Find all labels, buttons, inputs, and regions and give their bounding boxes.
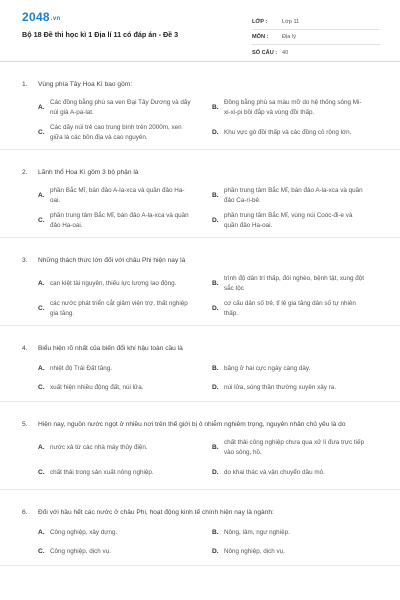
- question-block: [0, 72, 400, 150]
- answer-option-a[interactable]: [38, 271, 204, 296]
- option-text: Các đồng bằng phù sa ven Đại Tây Dương và dãy núi già A-pa-lat.: [50, 99, 191, 116]
- page-header: [0, 0, 400, 62]
- answer-options: [22, 430, 378, 489]
- answer-options: [22, 178, 378, 237]
- option-text: băng ở hai cực ngày càng dày.: [224, 364, 311, 372]
- answer-option-c[interactable]: [38, 378, 204, 397]
- option-letter: B.: [212, 103, 219, 111]
- option-letter: A.: [38, 528, 45, 536]
- option-text: cạn kiệt tài nguyên, thiếu lực lượng lao động.: [50, 279, 177, 287]
- option-letter: B.: [212, 279, 219, 287]
- info-value: Địa lý: [282, 34, 296, 40]
- question-block: [0, 412, 400, 490]
- option-text: Khu vực gò đồi thấp và các đồng cỏ rộng lớn.: [224, 128, 352, 136]
- answer-option-a[interactable]: [38, 435, 204, 460]
- option-text: Các dãy núi trẻ cao trung bình trên 2000m, xen giữa là các bồn địa và cao nguyên.: [50, 124, 182, 141]
- answer-option-b[interactable]: [212, 523, 378, 542]
- question-number: 5.: [22, 421, 28, 428]
- option-text: phần trung tâm Bắc Mĩ, bán đảo A-la-xca và quần đảo Ca-ri-bê.: [224, 187, 363, 204]
- question-block: [0, 500, 400, 566]
- question-text: Biểu hiện rõ nhất của biến đổi khí hậu toàn cầu là: [38, 345, 183, 352]
- option-letter: D.: [212, 304, 219, 312]
- answer-option-d[interactable]: [212, 542, 378, 561]
- option-text: nhiệt độ Trái Đất tăng.: [50, 364, 112, 372]
- answer-option-b[interactable]: [212, 435, 378, 460]
- question-block: [0, 336, 400, 402]
- question-number: 3.: [22, 257, 28, 264]
- answer-option-d[interactable]: [212, 296, 378, 321]
- answer-options: [22, 90, 378, 149]
- answer-option-a[interactable]: [38, 523, 204, 542]
- option-letter: C.: [38, 128, 45, 136]
- info-row-subject: [252, 30, 380, 45]
- answer-options: [22, 518, 378, 565]
- option-letter: A.: [38, 443, 45, 451]
- question-text: Vùng phía Tây Hoa Kì bao gồm:: [38, 81, 133, 88]
- question-header: [22, 500, 378, 518]
- logo-text: 2048: [22, 10, 50, 24]
- answer-option-d[interactable]: [212, 208, 378, 233]
- option-text: các nước phát triển cắt giảm viện trợ, thất nghiệp gia tăng.: [50, 300, 188, 317]
- question-block: [0, 160, 400, 238]
- option-text: Đồng bằng phù sa màu mỡ do hệ thống sông Mi-xi-xi-pi bồi đắp và vùng đồi thấp.: [224, 99, 362, 116]
- question-text: Đối với hầu hết các nước ở châu Phi, hoạt động kinh tế chính hiện nay là ngành:: [38, 509, 274, 516]
- answer-option-c[interactable]: [38, 460, 204, 485]
- option-text: phần Bắc Mĩ, bán đảo A-la-xca và quần đảo Ha-oai.: [50, 187, 185, 204]
- option-text: phần trung tâm Bắc Mĩ, bán đảo A-la-xca và quần đảo Ha-oai.: [50, 212, 189, 229]
- answer-option-a[interactable]: [38, 359, 204, 378]
- question-header: [22, 412, 378, 430]
- info-key: LỚP :: [252, 19, 268, 25]
- option-text: chất thải trong sản xuất nông nghiệp.: [50, 468, 154, 476]
- option-text: do khai thác và vận chuyển dầu mỏ.: [224, 468, 325, 476]
- option-letter: A.: [38, 191, 45, 199]
- question-text: Lãnh thổ Hoa Kì gồm 3 bộ phận là: [38, 169, 139, 176]
- info-key: MÔN :: [252, 34, 269, 40]
- option-letter: A.: [38, 103, 45, 111]
- option-letter: A.: [38, 364, 45, 372]
- question-number: 2.: [22, 169, 28, 176]
- option-letter: A.: [38, 279, 45, 287]
- option-letter: C.: [38, 216, 45, 224]
- option-letter: B.: [212, 443, 219, 451]
- option-letter: D.: [212, 216, 219, 224]
- info-row-class: [252, 15, 380, 30]
- question-header: [22, 248, 378, 266]
- question-number: 4.: [22, 345, 28, 352]
- info-row-count: [252, 45, 380, 60]
- option-letter: B.: [212, 528, 219, 536]
- question-text: Hiện nay, nguồn nước ngọt ở nhiều nơi trên thế giới bị ô nhiễm nghiêm trọng, nguyên nhân chủ yếu là do: [38, 421, 346, 428]
- question-header: [22, 336, 378, 354]
- answer-option-c[interactable]: [38, 208, 204, 233]
- option-text: trình độ dân trí thấp, đói nghèo, bệnh tật, xung đột sắc tộc: [224, 275, 365, 292]
- answer-option-a[interactable]: [38, 95, 204, 120]
- option-letter: D.: [212, 468, 219, 476]
- option-letter: D.: [212, 547, 219, 555]
- question-number: 1.: [22, 81, 28, 88]
- option-letter: C.: [38, 468, 45, 476]
- info-value: Lớp 11: [282, 19, 300, 25]
- answer-option-c[interactable]: [38, 296, 204, 321]
- option-text: Nông nghiệp, dịch vụ.: [224, 547, 285, 555]
- option-text: núi lửa, sóng thần thường xuyên xảy ra.: [224, 383, 336, 391]
- answer-option-d[interactable]: [212, 460, 378, 485]
- question-text: Những thách thức lớn đối với châu Phi hiện nay là: [38, 257, 186, 264]
- option-letter: C.: [38, 547, 45, 555]
- answer-option-d[interactable]: [212, 378, 378, 397]
- info-key: SỐ CÂU :: [252, 49, 278, 56]
- question-header: [22, 160, 378, 178]
- option-letter: B.: [212, 364, 219, 372]
- info-value: 40: [282, 49, 289, 56]
- option-text: phần trung tâm Bắc Mĩ, vùng núi Coóc-đi-e và quần đảo Ha-oai.: [224, 212, 353, 229]
- option-text: xuất hiện nhiều động đất, núi lửa.: [50, 383, 144, 391]
- option-text: cơ cấu dân số trẻ, tỉ lệ gia tăng dân số tự nhiên thấp.: [224, 300, 356, 317]
- option-text: Công nghiệp, xây dựng.: [50, 528, 118, 536]
- option-letter: B.: [212, 191, 219, 199]
- option-letter: D.: [212, 383, 219, 391]
- answer-option-b[interactable]: [212, 95, 378, 120]
- question-header: [22, 72, 378, 90]
- answer-option-c[interactable]: [38, 120, 204, 145]
- answer-option-b[interactable]: [212, 359, 378, 378]
- answer-option-a[interactable]: [38, 183, 204, 208]
- option-text: chất thải công nghiệp chưa qua xử lí đưa trực tiếp vào sông, hồ.: [224, 439, 365, 456]
- question-number: 6.: [22, 509, 28, 516]
- exam-title: Bộ 18 Đề thi học kì 1 Địa lí 11 có đáp án - Đề 3: [22, 30, 179, 39]
- answer-options: [22, 266, 378, 325]
- option-letter: C.: [38, 304, 45, 312]
- answer-option-b[interactable]: [212, 271, 378, 296]
- question-block: [0, 248, 400, 326]
- option-letter: D.: [212, 128, 219, 136]
- exam-info-table: [252, 15, 380, 60]
- logo-suffix: .vn: [50, 16, 61, 22]
- answer-options: [22, 354, 378, 401]
- question-list: [0, 72, 400, 576]
- answer-option-b[interactable]: [212, 183, 378, 208]
- answer-option-c[interactable]: [38, 542, 204, 561]
- option-letter: C.: [38, 383, 45, 391]
- option-text: Công nghiệp, dịch vụ.: [50, 547, 111, 555]
- site-logo[interactable]: [22, 10, 60, 24]
- option-text: nước xả từ các nhà máy thủy điện.: [50, 443, 148, 451]
- option-text: Nông, lâm, ngư nghiệp.: [224, 528, 290, 536]
- answer-option-d[interactable]: [212, 120, 378, 145]
